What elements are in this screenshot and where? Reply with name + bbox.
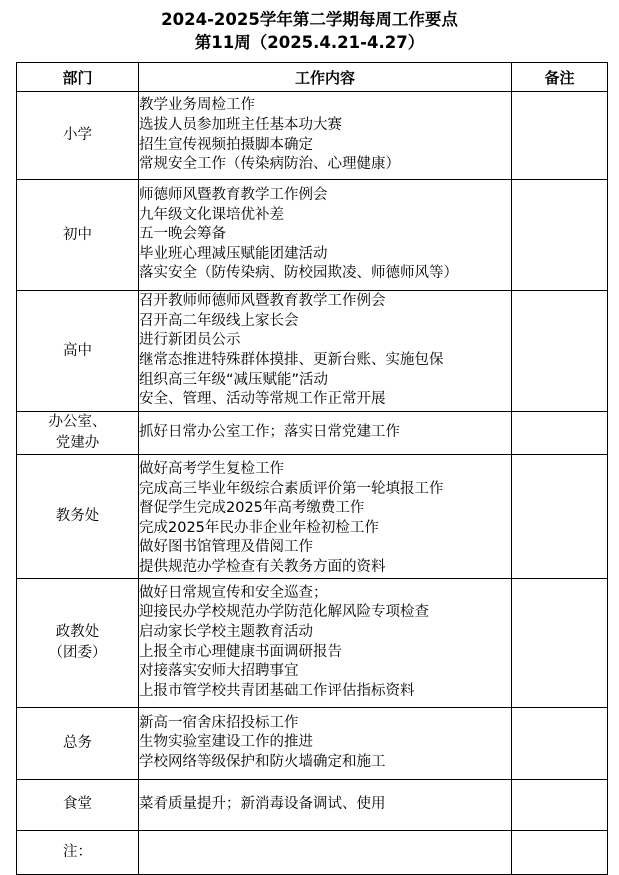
dept-label: 高中 — [63, 342, 92, 359]
work-item: 对接落实安师大招聘事宜 — [139, 663, 299, 680]
work-cell — [139, 830, 512, 874]
dept-label: 初中 — [63, 226, 92, 243]
remarks-label: 注： — [63, 843, 92, 860]
work-item: 教学业务周检工作 — [139, 97, 255, 114]
work-cell — [139, 707, 512, 779]
dept-label: （团委） — [48, 644, 107, 661]
work-item: 进行新团员公示 — [139, 332, 241, 349]
dept-cell — [17, 707, 139, 779]
dept-cell — [17, 412, 139, 455]
dept-label: 小学 — [63, 127, 92, 143]
work-item: 组织高三年级“减压赋能”活动 — [139, 371, 329, 388]
work-item: 启动家长学校主题教育活动 — [139, 623, 313, 640]
work-item: 师德师风暨教育教学工作例会 — [139, 187, 328, 204]
work-item: 上报市管学校共青团基础工作评估指标资料 — [139, 682, 415, 699]
work-item: 招生宣传视频拍摄脚本确定 — [139, 136, 313, 153]
work-item: 完成高三毕业年级综合素质评价第一轮填报工作 — [139, 480, 444, 497]
work-item: 生物实验室建设工作的推进 — [139, 734, 313, 751]
work-list — [139, 455, 511, 578]
dept-label: 党建办 — [55, 435, 100, 451]
weekly-work-table — [16, 62, 608, 875]
table-header-row — [17, 63, 608, 92]
table-row-academic-affairs — [17, 455, 608, 579]
table-row-general-affairs — [17, 707, 608, 779]
note-cell — [512, 455, 608, 579]
work-item: 毕业班心理减压赋能团建活动 — [139, 245, 328, 262]
header-work: 工作内容 — [139, 63, 512, 92]
note-cell — [512, 92, 608, 180]
note-cell — [512, 291, 608, 412]
work-item: 召开教师师德师风暨教育教学工作例会 — [139, 293, 386, 310]
header-note: 备注 — [512, 63, 608, 92]
work-item: 安全、管理、活动等常规工作正常开展 — [139, 391, 386, 408]
dept-label: 总务 — [63, 734, 92, 751]
table-row-primary — [17, 92, 608, 180]
table-row-office — [17, 412, 608, 455]
work-item: 完成2025年民办非企业年检初检工作 — [139, 519, 379, 536]
dept-cell — [17, 830, 139, 874]
dept-label: 教务处 — [55, 507, 100, 524]
note-cell — [512, 830, 608, 874]
dept-label: 政教处 — [55, 623, 100, 640]
work-item: 菜肴质量提升；新消毒设备调试、使用 — [139, 795, 386, 812]
work-item: 做好图书馆管理及借阅工作 — [139, 539, 313, 556]
dept-cell — [17, 779, 139, 830]
dept-label: 办公室、 — [48, 414, 107, 430]
work-cell — [139, 291, 512, 412]
work-item: 继常态推进特殊群体摸排、更新台账、实施包保 — [139, 352, 444, 368]
work-cell — [139, 455, 512, 579]
work-cell — [139, 180, 512, 291]
dept-label: 食堂 — [63, 796, 92, 813]
work-cell — [139, 412, 512, 455]
note-cell — [512, 412, 608, 455]
work-item: 九年级文化课培优补差 — [139, 206, 284, 223]
work-item: 常规安全工作（传染病防治、心理健康） — [139, 156, 400, 173]
table-row-junior-high — [17, 180, 608, 291]
note-cell — [512, 180, 608, 291]
work-item: 五一晚会筹备 — [139, 226, 226, 243]
note-cell — [512, 578, 608, 707]
work-item: 迎接民办学校规范办学防范化解风险专项检查 — [139, 604, 429, 621]
work-item: 学校网络等级保护和防火墙确定和施工 — [139, 753, 386, 770]
work-cell — [139, 779, 512, 830]
work-item: 做好日常规宣传和安全巡查； — [139, 584, 328, 601]
dept-cell — [17, 92, 139, 180]
title-main: 2024-2025学年第二学期每周工作要点 — [161, 10, 458, 29]
dept-cell — [17, 578, 139, 707]
dept-cell — [17, 291, 139, 412]
work-item: 抓好日常办公室工作；落实日常党建工作 — [139, 424, 400, 441]
table-row-political-education — [17, 578, 608, 707]
header-dept: 部门 — [17, 63, 139, 92]
work-item: 召开高二年级线上家长会 — [139, 312, 299, 329]
work-cell — [139, 92, 512, 180]
note-cell — [512, 779, 608, 830]
work-item: 提供规范办学检查有关教务方面的资料 — [139, 558, 386, 575]
note-cell — [512, 707, 608, 779]
work-item: 做好高考学生复检工作 — [139, 461, 284, 477]
work-item: 落实安全（防传染病、防校园欺凌、师德师风等） — [139, 265, 458, 282]
work-item: 上报全市心理健康书面调研报告 — [139, 643, 342, 660]
table-row-senior-high — [17, 291, 608, 412]
dept-cell — [17, 455, 139, 579]
work-item: 新高一宿舍床招投标工作 — [139, 714, 299, 731]
work-item: 选拔人员参加班主任基本功大赛 — [139, 116, 342, 133]
work-item: 督促学生完成2025年高考缴费工作 — [139, 500, 365, 517]
title-week: 第11周（2025.4.21-4.27） — [194, 33, 425, 52]
table-row-canteen — [17, 779, 608, 830]
work-cell — [139, 578, 512, 707]
table-row-remarks — [17, 830, 608, 874]
dept-cell — [17, 180, 139, 291]
